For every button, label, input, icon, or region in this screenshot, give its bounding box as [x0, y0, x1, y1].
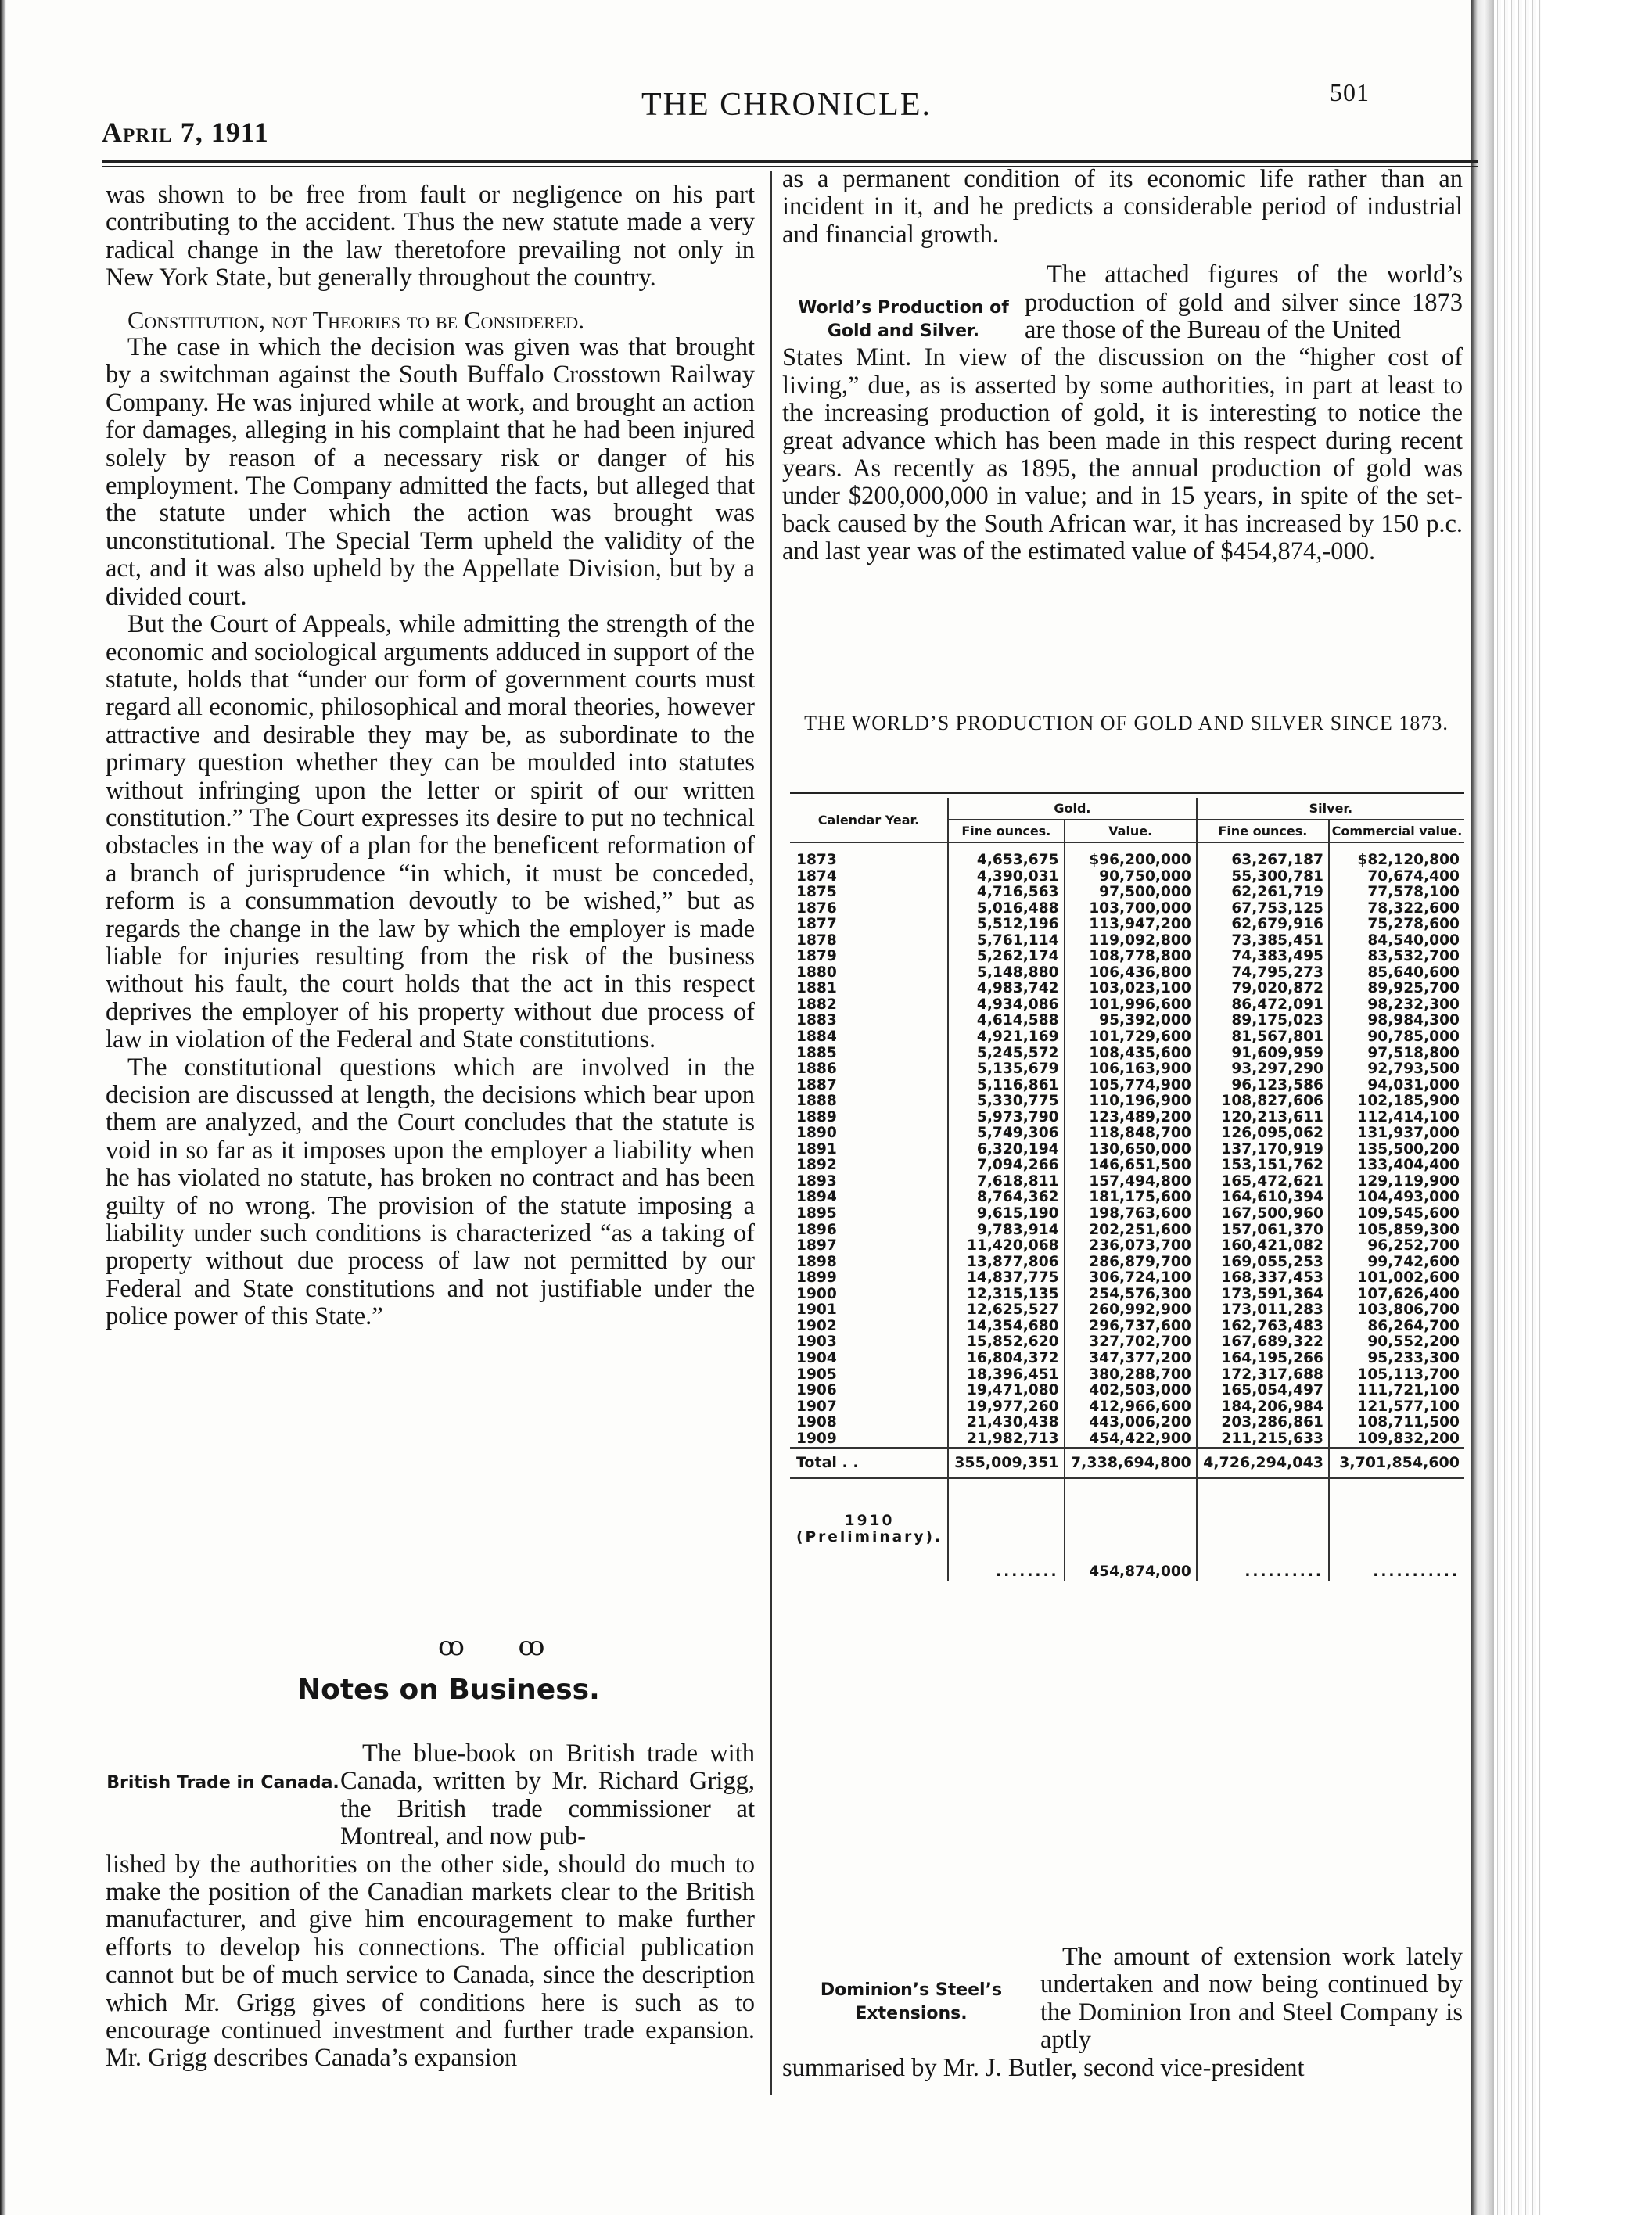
table-row — [790, 981, 1464, 997]
table-row — [790, 1270, 1464, 1287]
table-row — [790, 869, 1464, 885]
data-cell: $82,120,800 — [1329, 842, 1464, 869]
data-cell: 202,251,600 — [1065, 1222, 1197, 1239]
group-header-silver: Silver. — [1197, 798, 1464, 820]
data-cell: 7,618,811 — [948, 1174, 1065, 1190]
data-cell: 5,245,572 — [948, 1046, 1065, 1062]
data-cell: 173,011,283 — [1197, 1302, 1329, 1319]
year-cell: 1890 — [796, 1125, 837, 1142]
data-cell: 19,471,080 — [948, 1383, 1065, 1399]
page-stack-edge — [1494, 0, 1541, 2215]
year-cell: 1906 — [796, 1382, 837, 1399]
table-title: THE WORLD’S PRODUCTION OF GOLD AND SILVER SINCE 1873. — [804, 712, 1449, 734]
data-cell: 98,984,300 — [1329, 1013, 1464, 1029]
data-cell: 4,921,169 — [948, 1029, 1065, 1046]
data-cell: 443,006,200 — [1065, 1415, 1197, 1431]
data-cell: 7,094,266 — [948, 1158, 1065, 1174]
data-cell: 347,377,200 — [1065, 1351, 1197, 1367]
data-cell: 105,774,900 — [1065, 1078, 1197, 1094]
year-cell: 1874 — [796, 867, 837, 885]
year-cell: 1873 — [796, 852, 837, 868]
data-cell: 135,500,200 — [1329, 1142, 1464, 1158]
data-cell: 412,966,600 — [1065, 1399, 1197, 1416]
table-row — [790, 1125, 1464, 1142]
data-cell: 103,700,000 — [1065, 901, 1197, 917]
total-cell: 7,338,694,800 — [1065, 1448, 1197, 1478]
data-cell: 101,729,600 — [1065, 1029, 1197, 1046]
year-cell: 1893 — [796, 1172, 837, 1190]
data-cell: 84,540,000 — [1329, 933, 1464, 950]
data-cell: 21,982,713 — [948, 1431, 1065, 1449]
data-cell: 96,123,586 — [1197, 1078, 1329, 1094]
data-cell: 109,545,600 — [1329, 1206, 1464, 1222]
data-cell: 160,421,082 — [1197, 1238, 1329, 1255]
table-row — [790, 1431, 1464, 1449]
table-row — [790, 1013, 1464, 1029]
dominion-para-b: summarised by Mr. J. Butler, second vice-president — [782, 2053, 1305, 2082]
data-cell: 93,297,290 — [1197, 1061, 1329, 1078]
data-cell: 5,749,306 — [948, 1125, 1065, 1142]
data-cell: 167,689,322 — [1197, 1334, 1329, 1351]
data-cell: 90,785,000 — [1329, 1029, 1464, 1046]
data-cell: 4,390,031 — [948, 869, 1065, 885]
data-cell: 62,679,916 — [1197, 917, 1329, 933]
data-cell: 181,175,600 — [1065, 1190, 1197, 1206]
table-row — [790, 1383, 1464, 1399]
prelim-label: 1910 (Preliminary). — [796, 1513, 943, 1545]
data-cell: 94,031,000 — [1329, 1078, 1464, 1094]
table-row — [790, 1399, 1464, 1416]
data-cell: 165,054,497 — [1197, 1383, 1329, 1399]
year-cell: 1891 — [796, 1140, 837, 1158]
data-cell: 119,092,800 — [1065, 933, 1197, 950]
year-cell: 1898 — [796, 1253, 837, 1270]
prelim-cell: ........... — [1329, 1478, 1464, 1581]
data-cell: 89,925,700 — [1329, 981, 1464, 997]
year-cell: 1905 — [796, 1366, 837, 1383]
prelim-cell: 454,874,000 — [1065, 1478, 1197, 1581]
table-row — [790, 1222, 1464, 1239]
data-cell: 92,793,500 — [1329, 1061, 1464, 1078]
year-cell: 1885 — [796, 1044, 837, 1061]
header-title: THE CHRONICLE. — [641, 87, 932, 123]
table-row — [790, 1142, 1464, 1158]
table-row — [790, 933, 1464, 950]
year-cell: 1880 — [796, 964, 837, 981]
data-cell: 89,175,023 — [1197, 1013, 1329, 1029]
data-cell: 85,640,600 — [1329, 965, 1464, 982]
data-cell: 203,286,861 — [1197, 1415, 1329, 1431]
table-row — [790, 842, 1464, 869]
data-cell: 21,430,438 — [948, 1415, 1065, 1431]
data-cell: 120,213,611 — [1197, 1110, 1329, 1126]
data-cell: 112,414,100 — [1329, 1110, 1464, 1126]
left-para-1: was shown to be free from fault or negligence on his part contributing to the accident. Thus the new statute made a very radical change in the law theretofore prevailing not only in New York State, but generally throughout the country. — [106, 181, 755, 293]
header-page-number: 501 — [1330, 78, 1370, 106]
data-cell: 184,206,984 — [1197, 1399, 1329, 1416]
data-cell: 4,716,563 — [948, 885, 1065, 901]
data-cell: 99,742,600 — [1329, 1255, 1464, 1271]
data-cell: 73,385,451 — [1197, 933, 1329, 950]
data-cell: 113,947,200 — [1065, 917, 1197, 933]
table-row — [790, 1029, 1464, 1046]
notes-title: Notes on Business. — [297, 1674, 600, 1706]
dominion-para-a: The amount of extension work lately undertaken and now being continued by the Dominion Iron and Steel Company is aptly — [1040, 1943, 1463, 2055]
data-cell: 402,503,000 — [1065, 1383, 1197, 1399]
data-cell: 81,567,801 — [1197, 1029, 1329, 1046]
data-cell: 296,737,600 — [1065, 1319, 1197, 1335]
data-cell: 198,763,600 — [1065, 1206, 1197, 1222]
data-cell: 6,320,194 — [948, 1142, 1065, 1158]
table-row — [790, 1367, 1464, 1384]
data-cell: 126,095,062 — [1197, 1125, 1329, 1142]
data-cell: 13,877,806 — [948, 1255, 1065, 1271]
data-cell: 62,261,719 — [1197, 885, 1329, 901]
year-cell: 1879 — [796, 948, 837, 965]
year-cell: 1894 — [796, 1189, 837, 1206]
year-cell: 1886 — [796, 1061, 837, 1078]
data-cell: 67,753,125 — [1197, 901, 1329, 917]
data-cell: 108,778,800 — [1065, 949, 1197, 965]
data-cell: 63,267,187 — [1197, 842, 1329, 869]
data-cell: 168,337,453 — [1197, 1270, 1329, 1287]
prelim-row — [790, 1478, 1464, 1581]
data-cell: 19,977,260 — [948, 1399, 1065, 1416]
data-cell: 103,023,100 — [1065, 981, 1197, 997]
year-cell: 1902 — [796, 1317, 837, 1334]
data-cell: 4,934,086 — [948, 997, 1065, 1014]
data-cell: 96,252,700 — [1329, 1238, 1464, 1255]
data-cell: 169,055,253 — [1197, 1255, 1329, 1271]
data-cell: 86,472,091 — [1197, 997, 1329, 1014]
data-cell: 5,973,790 — [948, 1110, 1065, 1126]
data-cell: 5,135,679 — [948, 1061, 1065, 1078]
table-row — [790, 1158, 1464, 1174]
data-cell: 70,674,400 — [1329, 869, 1464, 885]
year-cell: 1889 — [796, 1108, 837, 1125]
year-cell: 1883 — [796, 1012, 837, 1029]
data-cell: 83,532,700 — [1329, 949, 1464, 965]
table-row — [790, 1110, 1464, 1126]
right-column — [782, 166, 1463, 566]
data-cell: 5,512,196 — [948, 917, 1065, 933]
data-cell: 306,724,100 — [1065, 1270, 1197, 1287]
table-row — [790, 1238, 1464, 1255]
year-cell: 1884 — [796, 1029, 837, 1046]
table-row — [790, 1334, 1464, 1351]
total-cell: 355,009,351 — [948, 1448, 1065, 1478]
table-row — [790, 997, 1464, 1014]
data-cell: 130,650,000 — [1065, 1142, 1197, 1158]
data-cell: 9,783,914 — [948, 1222, 1065, 1239]
data-cell: 105,113,700 — [1329, 1367, 1464, 1384]
year-cell: 1881 — [796, 980, 837, 997]
data-cell: 172,317,688 — [1197, 1367, 1329, 1384]
data-cell: 91,609,959 — [1197, 1046, 1329, 1062]
table-row — [790, 1302, 1464, 1319]
worlds-para-b: States Mint. In view of the discussion on the “higher cost of living,” due, as is asserted by some authorities, in part at least to the increasing production of gold, it is interesting to notice the great advance which has been made in this respect during recent years. As recently as 1895, the annual production of gold was under $200,000,000 in value; and in 15 years, in spite of the set-back caused by the South African war, it has increased by 150 p.c. and last year was of the estimated value of $454,874,-000. — [782, 343, 1463, 566]
data-cell: 108,435,600 — [1065, 1046, 1197, 1062]
data-cell: 75,278,600 — [1329, 917, 1464, 933]
data-cell: 123,489,200 — [1065, 1110, 1197, 1126]
data-cell: 164,195,266 — [1197, 1351, 1329, 1367]
data-cell: 12,315,135 — [948, 1287, 1065, 1303]
data-cell: 55,300,781 — [1197, 869, 1329, 885]
year-cell: 1896 — [796, 1221, 837, 1238]
table-row — [790, 917, 1464, 933]
data-cell: 78,322,600 — [1329, 901, 1464, 917]
year-cell: 1900 — [796, 1285, 837, 1302]
section-subhead: Constitution, not Theories to be Considered. — [127, 305, 585, 334]
year-cell: 1901 — [796, 1301, 837, 1319]
data-cell: 157,494,800 — [1065, 1174, 1197, 1190]
worlds-para-a: The attached figures of the world’s production of gold and silver since 1873 are those of the Bureau of the United — [1025, 260, 1463, 345]
ornament: ꝏ ꝏ — [438, 1632, 569, 1661]
british-trade-para-a: The blue-book on British trade with Canada, written by Mr. Richard Grigg, the British trade commissioner at Montreal, and now pub- — [340, 1739, 755, 1851]
data-cell: 157,061,370 — [1197, 1222, 1329, 1239]
data-cell: 5,148,880 — [948, 965, 1065, 982]
table-row — [790, 901, 1464, 917]
data-cell: 104,493,000 — [1329, 1190, 1464, 1206]
col-header-gold-value: Value. — [1065, 820, 1197, 842]
data-cell: 5,761,114 — [948, 933, 1065, 950]
data-cell: 133,404,400 — [1329, 1158, 1464, 1174]
col-header-year: Calendar Year. — [790, 798, 948, 842]
total-cell: 4,726,294,043 — [1197, 1448, 1329, 1478]
data-cell: 106,163,900 — [1065, 1061, 1197, 1078]
data-cell: 77,578,100 — [1329, 885, 1464, 901]
data-cell: 137,170,919 — [1197, 1142, 1329, 1158]
british-trade-section — [106, 1740, 755, 2073]
col-header-silver-ounces: Fine ounces. — [1197, 820, 1329, 842]
data-cell: 4,653,675 — [948, 842, 1065, 869]
data-cell: 211,215,633 — [1197, 1431, 1329, 1449]
data-cell: 103,806,700 — [1329, 1302, 1464, 1319]
year-cell: 1908 — [796, 1414, 837, 1431]
data-cell: 380,288,700 — [1065, 1367, 1197, 1384]
data-cell: 162,763,483 — [1197, 1319, 1329, 1335]
data-cell: 110,196,900 — [1065, 1093, 1197, 1110]
data-cell: 108,827,606 — [1197, 1093, 1329, 1110]
data-cell: 129,119,900 — [1329, 1174, 1464, 1190]
year-cell: 1904 — [796, 1349, 837, 1366]
data-cell: 74,795,273 — [1197, 965, 1329, 982]
data-cell: 12,625,527 — [948, 1302, 1065, 1319]
col-header-silver-value: Commercial value. — [1329, 820, 1464, 842]
year-cell: 1878 — [796, 932, 837, 949]
data-cell: 5,262,174 — [948, 949, 1065, 965]
total-label: Total . . — [790, 1448, 948, 1478]
dominion-head: Dominion’s Steel’s Extensions. — [820, 1980, 1003, 2023]
column-divider — [770, 171, 772, 2095]
year-cell: 1895 — [796, 1205, 837, 1222]
data-cell: 8,764,362 — [948, 1190, 1065, 1206]
data-cell: 101,002,600 — [1329, 1270, 1464, 1287]
group-header-gold: Gold. — [948, 798, 1197, 820]
data-cell: 11,420,068 — [948, 1238, 1065, 1255]
year-cell: 1887 — [796, 1076, 837, 1093]
total-row — [790, 1448, 1464, 1478]
british-trade-para-b: lished by the authorities on the other side, should do much to make the position of the Canadian markets clear to the British manufacturer, and give him encouragement to make further efforts to develop his connections. The official publication cannot but be of much service to Canada, since the description which Mr. Grigg gives of conditions here is such as to encourage continued investment and further trade expansion. Mr. Grigg describes Canada’s expansion — [106, 1850, 755, 2073]
table-row — [790, 1206, 1464, 1222]
table-row — [790, 1093, 1464, 1110]
data-cell: $96,200,000 — [1065, 842, 1197, 869]
worlds-production-head: World’s Production of Gold and Silver. — [798, 298, 1009, 342]
right-para-1: as a permanent condition of its economic life rather than an incident in it, and he predicts a considerable period of industrial and financial growth. — [782, 165, 1463, 249]
data-cell: 165,472,621 — [1197, 1174, 1329, 1190]
data-cell: 107,626,400 — [1329, 1287, 1464, 1303]
table-row — [790, 1255, 1464, 1271]
data-cell: 95,233,300 — [1329, 1351, 1464, 1367]
data-cell: 90,750,000 — [1065, 869, 1197, 885]
table-row — [790, 1046, 1464, 1062]
table-row — [790, 1061, 1464, 1078]
data-cell: 15,852,620 — [948, 1334, 1065, 1351]
data-cell: 102,185,900 — [1329, 1093, 1464, 1110]
data-cell: 95,392,000 — [1065, 1013, 1197, 1029]
year-cell: 1892 — [796, 1157, 837, 1174]
production-table — [790, 798, 1464, 1581]
table-top-rule — [790, 792, 1464, 794]
data-cell: 173,591,364 — [1197, 1287, 1329, 1303]
data-cell: 164,610,394 — [1197, 1190, 1329, 1206]
prelim-cell: .......... — [1197, 1478, 1329, 1581]
table-row — [790, 1319, 1464, 1335]
year-cell: 1897 — [796, 1237, 837, 1255]
data-cell: 105,859,300 — [1329, 1222, 1464, 1239]
data-cell: 14,354,680 — [948, 1319, 1065, 1335]
table-row — [790, 1287, 1464, 1303]
data-cell: 79,020,872 — [1197, 981, 1329, 997]
data-cell: 97,518,800 — [1329, 1046, 1464, 1062]
data-cell: 14,837,775 — [948, 1270, 1065, 1287]
header-rule — [102, 160, 1478, 163]
table-row — [790, 1415, 1464, 1431]
data-cell: 167,500,960 — [1197, 1206, 1329, 1222]
data-cell: 118,848,700 — [1065, 1125, 1197, 1142]
data-cell: 4,983,742 — [948, 981, 1065, 997]
year-cell: 1882 — [796, 996, 837, 1013]
data-cell: 5,016,488 — [948, 901, 1065, 917]
table-row — [790, 1190, 1464, 1206]
year-cell: 1888 — [796, 1093, 837, 1110]
table-row — [790, 949, 1464, 965]
table-row — [790, 1174, 1464, 1190]
book-gutter — [1471, 0, 1494, 2215]
table-row — [790, 885, 1464, 901]
data-cell: 5,330,775 — [948, 1093, 1065, 1110]
british-trade-head: British Trade in Canada. — [106, 1773, 339, 1793]
total-cell: 3,701,854,600 — [1329, 1448, 1464, 1478]
year-cell: 1875 — [796, 884, 837, 901]
data-cell: 106,436,800 — [1065, 965, 1197, 982]
data-cell: 109,832,200 — [1329, 1431, 1464, 1449]
year-cell: 1899 — [796, 1269, 837, 1287]
data-cell: 131,937,000 — [1329, 1125, 1464, 1142]
year-cell: 1877 — [796, 916, 837, 933]
data-cell: 90,552,200 — [1329, 1334, 1464, 1351]
data-cell: 74,383,495 — [1197, 949, 1329, 965]
table-body — [790, 842, 1464, 1581]
left-para-2: The case in which the decision was given was that brought by a switchman against the South Buffalo Crosstown Railway Company. He was injured while at work, and brought an action for damages, alleging in his complaint that he had been injured solely by reason of a necessary risk or danger of his employment. The Company admitted the facts, but alleged that the statute under which the action was brought was unconstitutional. The Special Term upheld the validity of the act, and it was also upheld by the Appellate Division, but by a divided court. — [106, 333, 755, 611]
prelim-cell: ........ — [948, 1478, 1065, 1581]
col-header-gold-ounces: Fine ounces. — [948, 820, 1065, 842]
dominion-section — [782, 1944, 1463, 2082]
table-row — [790, 1351, 1464, 1367]
data-cell: 18,396,451 — [948, 1367, 1065, 1384]
data-cell: 101,996,600 — [1065, 997, 1197, 1014]
header-date: April 7, 1911 — [102, 117, 269, 148]
data-cell: 327,702,700 — [1065, 1334, 1197, 1351]
data-cell: 86,264,700 — [1329, 1319, 1464, 1335]
data-cell: 16,804,372 — [948, 1351, 1065, 1367]
year-cell: 1909 — [796, 1430, 837, 1447]
left-column — [106, 181, 755, 1331]
data-cell: 236,073,700 — [1065, 1238, 1197, 1255]
table-row — [790, 965, 1464, 982]
background-margin — [1541, 0, 1652, 2215]
left-para-4: The constitutional questions which are involved in the decision are discussed at length, the decisions which bear upon them are analyzed, and the Court concludes that the statute is void in so far as it imposes upon the employer a liability when he has violated no statute, has broken no contract and has been guilty of no wrong. The provision of the statute imposing a liability under such conditions is characterized “as a taking of property without due process of law not permitted by our Federal and State constitutions and not justifiable under the police power of this State.” — [106, 1053, 755, 1331]
left-shadow — [0, 0, 6, 2215]
data-cell: 454,422,900 — [1065, 1431, 1197, 1449]
data-cell: 97,500,000 — [1065, 885, 1197, 901]
data-cell: 9,615,190 — [948, 1206, 1065, 1222]
data-cell: 121,577,100 — [1329, 1399, 1464, 1416]
data-cell: 153,151,762 — [1197, 1158, 1329, 1174]
data-cell: 260,992,900 — [1065, 1302, 1197, 1319]
data-cell: 98,232,300 — [1329, 997, 1464, 1014]
year-cell: 1907 — [796, 1398, 837, 1415]
table-row — [790, 1078, 1464, 1094]
data-cell: 254,576,300 — [1065, 1287, 1197, 1303]
data-cell: 5,116,861 — [948, 1078, 1065, 1094]
year-cell: 1876 — [796, 899, 837, 917]
year-cell: 1903 — [796, 1334, 837, 1351]
data-cell: 4,614,588 — [948, 1013, 1065, 1029]
data-cell: 286,879,700 — [1065, 1255, 1197, 1271]
left-para-3: But the Court of Appeals, while admitting the strength of the economic and sociological arguments adduced in support of the statute, holds that “under our form of government courts must regard all economic, philosophical and moral theories, however attractive and desirable they may be, as subordinate to the primary question whether they can be moulded into statutes without infringing upon the letter or spirit of our written constitution.” The Court expresses its desire to put no technical obstacles in the way of a plan for the beneficent reformation of a branch of jurisprudence “in which, it must be conceded, reform is a consummation devoutly to be wished,” but as regards the change in the law by which the employer is made liable for injuries resulting from the risk of the business without his fault, the court holds that the act in this respect deprives the employer of his property without due process of law in violation of the Federal and State constitutions. — [106, 610, 755, 1054]
data-cell: 108,711,500 — [1329, 1415, 1464, 1431]
data-cell: 146,651,500 — [1065, 1158, 1197, 1174]
data-cell: 111,721,100 — [1329, 1383, 1464, 1399]
